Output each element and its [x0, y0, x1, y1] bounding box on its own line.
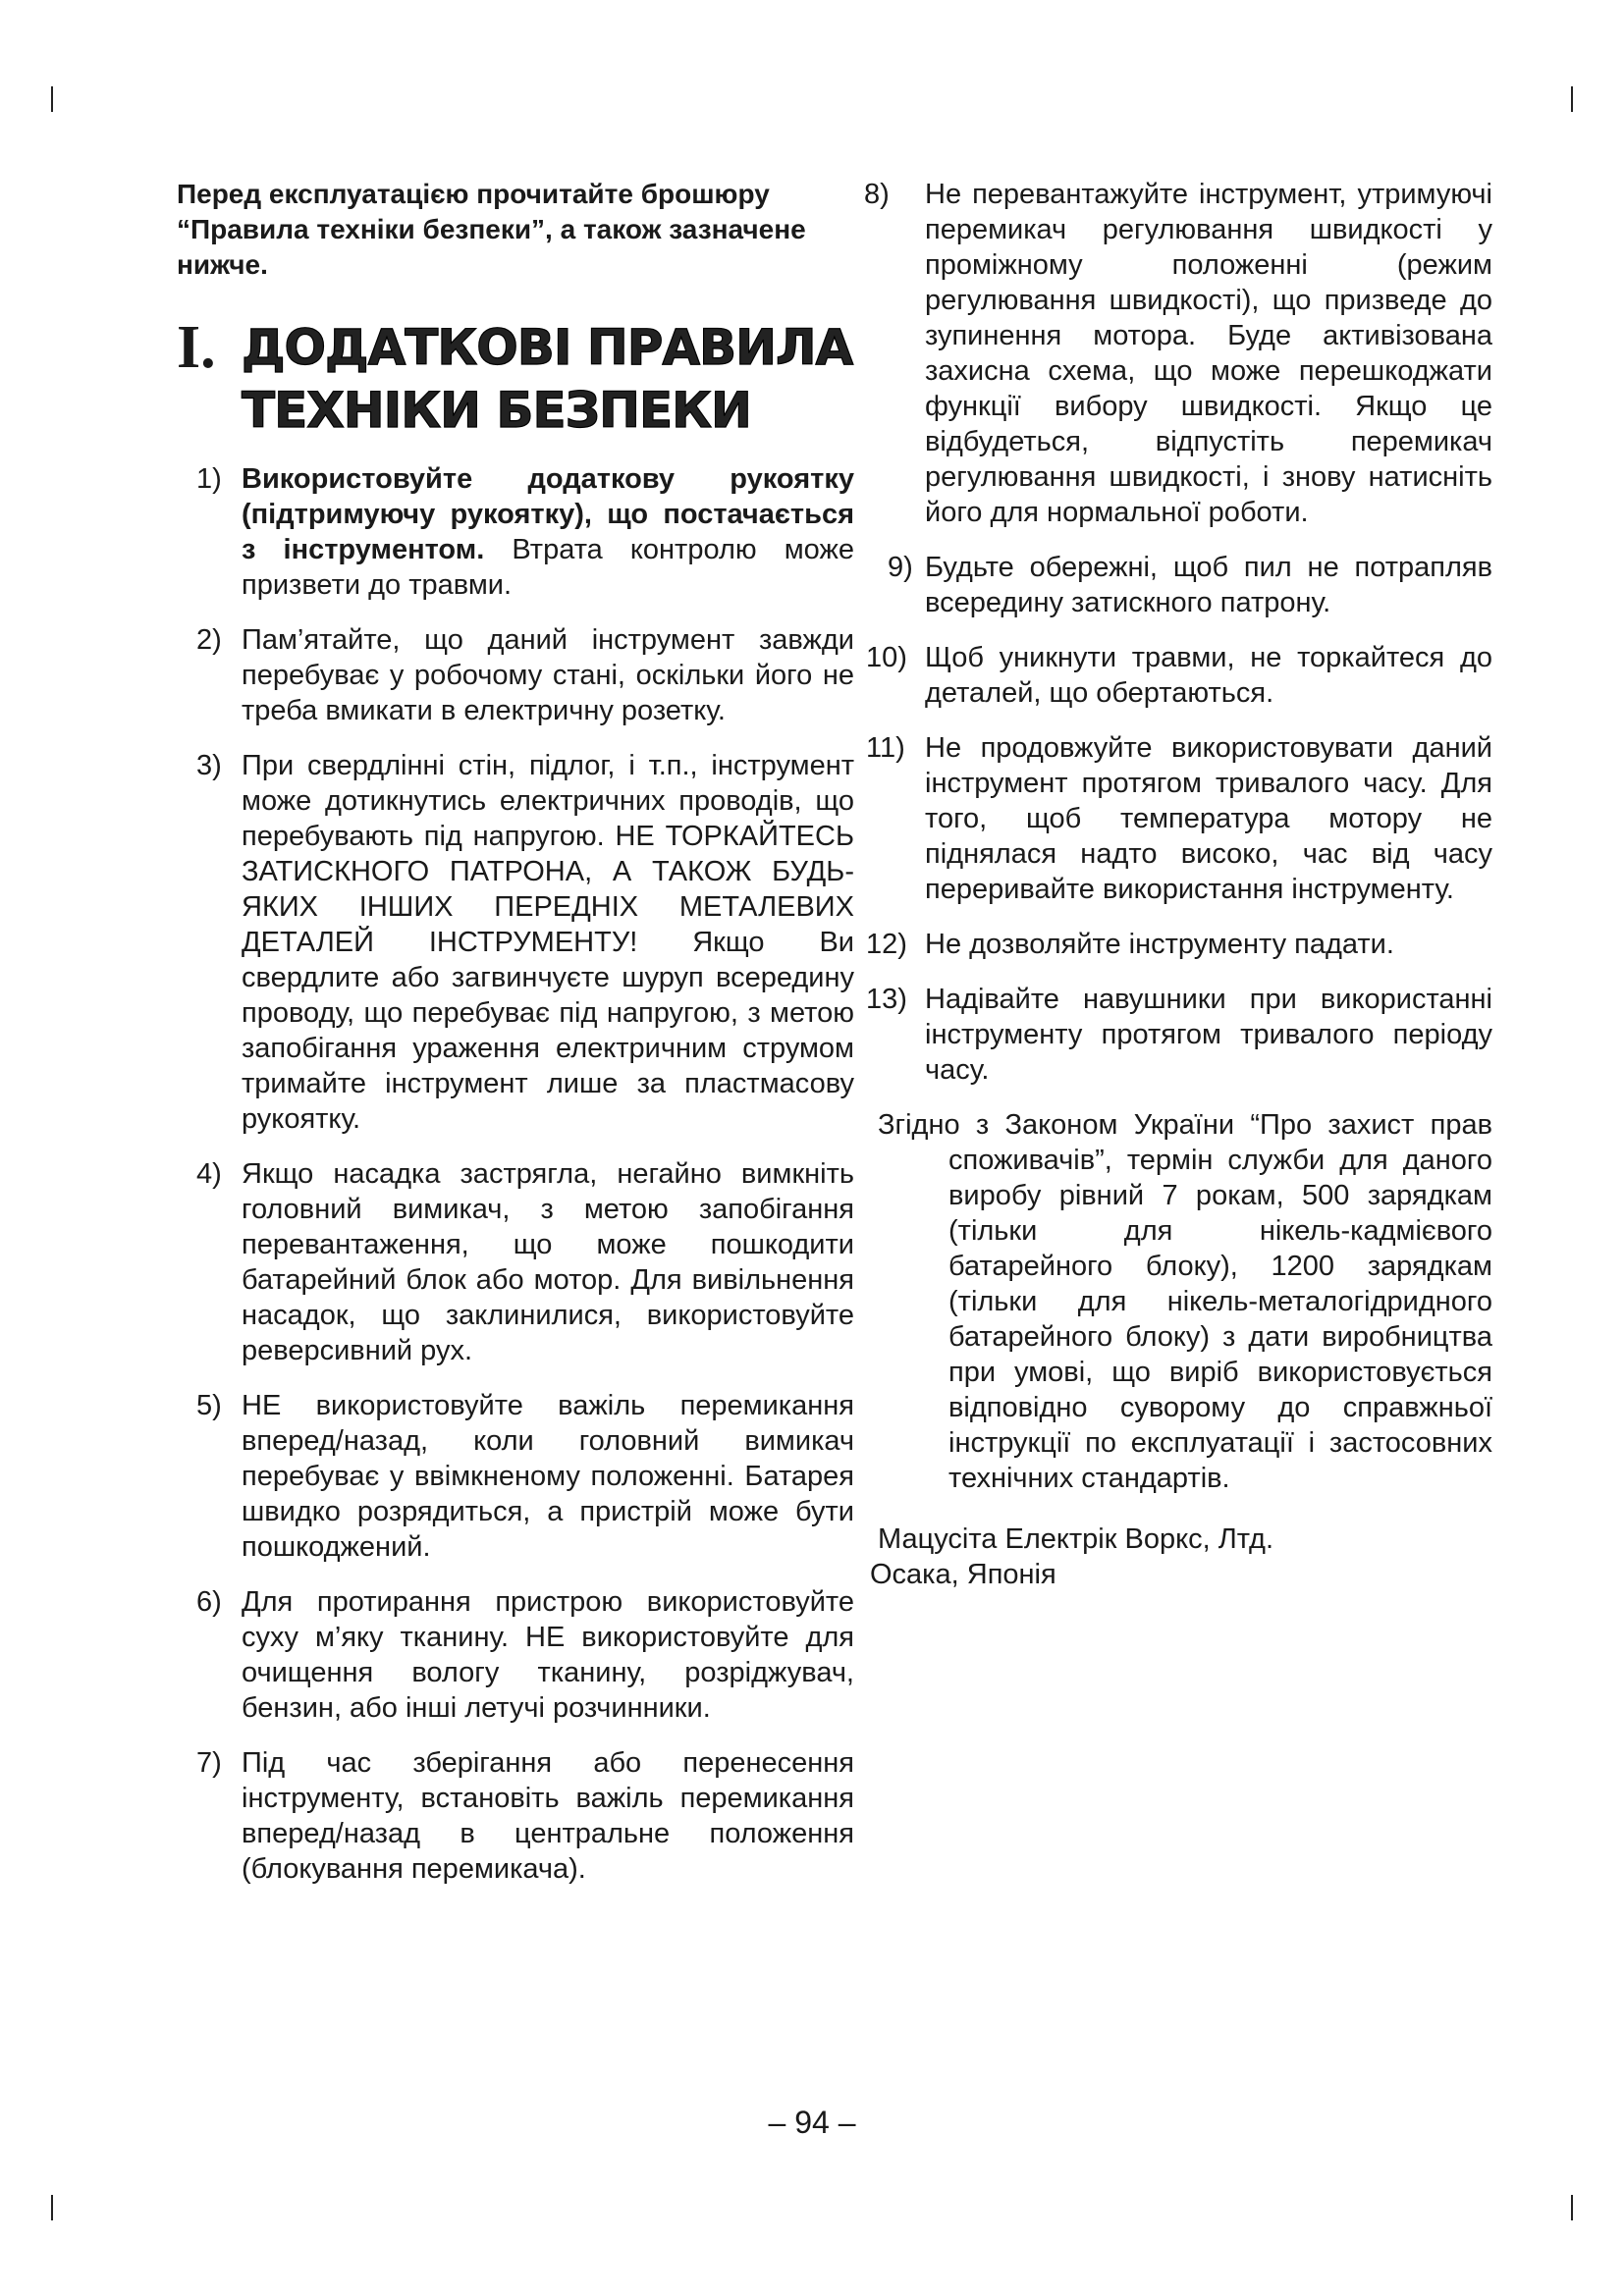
rule-lead-text: Використовуйте додаткову рукоятку (підтримуючу рукоятку), що постачається з інструментом. [242, 463, 854, 565]
crop-mark-top-left [51, 86, 53, 112]
rule-text: Будьте обережні, щоб пил не потрапляв всередину затискного патрону. [925, 552, 1492, 618]
crop-mark-top-right [1571, 86, 1573, 112]
company-block [870, 1522, 1492, 1592]
rule-text: Не дозволяйте інструменту падати. [925, 929, 1394, 960]
rule-number: 2) [196, 624, 222, 656]
rule-number: 5) [196, 1390, 222, 1421]
rule-number: 8) [864, 179, 890, 210]
intro-text: Перед експлуатацією прочитайте брошюру “Правила техніки безпеки”, а також зазначене нижче. [177, 179, 806, 280]
rule-text: Не продовжуйте використовувати даний інструмент протягом тривалого часу. Для того, щоб температура мотору не піднялася надто високо, час від часу переривайте використання інструменту. [925, 732, 1492, 905]
rule-item-7 [177, 1745, 854, 1887]
rule-item-2 [177, 622, 854, 728]
rule-item-5 [177, 1388, 854, 1565]
section-title-line-2: ТЕХНІКИ БЕЗПЕКИ [242, 382, 751, 439]
rule-text: При свердлінні стін, підлог, і т.п., інструмент може дотикнутись електричних проводів, що перебувають під напругою. НЕ ТОРКАЙТЕСЬ ЗАТИСКНОГО ПАТРОНА, А ТАКОЖ БУДЬ-ЯКИХ ІНШИХ ПЕРЕДНІХ МЕТАЛЕВИХ ДЕТАЛЕЙ ІНСТРУМЕНТУ! Якщо Ви свердлите або загвинчуєте шуруп всередину проводу, що перебуває під напругою, з метою запобігання ураження електричним струмом тримайте інструмент лише за пластмасову рукоятку. [242, 750, 854, 1135]
rule-number: 10) [866, 642, 907, 673]
rule-text: Якщо насадка застрягла, негайно вимкніть головний вимикач, з метою запобігання перевантаження, що може пошкодити батарейний блок або мотор. Для вивільнення насадок, що заклинилися, використовуйте реверсивний рух. [242, 1158, 854, 1366]
section-number: I. [177, 314, 216, 381]
rule-item-1 [177, 461, 854, 603]
rule-number: 12) [866, 929, 907, 960]
rule-text: Щоб уникнути травми, не торкайтеся до деталей, що обертаються. [925, 642, 1492, 709]
page-number: – 94 – [768, 2105, 856, 2140]
rule-text: Пам’ятайте, що даний інструмент завжди перебуває у робочому стані, оскільки його не треба вмикати в електричну розетку. [242, 624, 854, 726]
rule-number: 4) [196, 1158, 222, 1190]
section-heading [177, 316, 854, 442]
rule-number: 7) [196, 1747, 222, 1779]
rule-item-13 [854, 982, 1492, 1088]
rule-number: 3) [196, 750, 222, 781]
rule-number: 9) [888, 552, 913, 583]
rule-number: 6) [196, 1586, 222, 1618]
rule-item-10 [854, 640, 1492, 711]
rule-number: 13) [866, 984, 907, 1015]
rule-text: Не перевантажуйте інструмент, утримуючі перемикач регулювання швидкості у проміжному положенні (режим регулювання швидкості), що призведе до зупинення мотора. Буде активізована захисна схема, що може перешкоджати функції вибору швидкості. Якщо це відбудеться, відпустіть перемикач регулювання швидкості, і знову натисніть його для нормальної роботи. [925, 179, 1492, 528]
rule-item-3 [177, 748, 854, 1137]
rule-item-11 [854, 730, 1492, 907]
rule-number: 11) [866, 732, 905, 764]
rule-text: НЕ використовуйте важіль перемикання вперед/назад, коли головний вимикач перебуває у ввімкненому положенні. Батарея швидко розрядиться, а пристрій може бути пошкоджений. [242, 1390, 854, 1563]
rule-item-6 [177, 1584, 854, 1726]
company-city: Осака, Японія [870, 1559, 1056, 1590]
rule-text: Надівайте навушники при використанні інструменту протягом тривалого періоду часу. [925, 984, 1492, 1086]
rule-text: Для протирання пристрою використовуйте суху м’яку тканину. НЕ використовуйте для очищення вологу тканину, розріджувач, бензин, або інші летучі розчинники. [242, 1586, 854, 1724]
rule-text: Втрата контролю може призвети до травми. [242, 534, 855, 601]
left-column [177, 177, 854, 1906]
consumer-law-note: Згідно з Законом України “Про захист прав споживачів”, термін служби для даного виробу рівний 7 рокам, 500 зарядкам (тільки для нікель-кадмієвого батарейного блоку), 1200 зарядкам (тільки для нікель-металогідридного батарейного блоку) з дати виробництва при умові, що виріб використовується відповідно суворому до справжньої інструкції по експлуатації і застосовних технічних стандартів. [878, 1109, 1492, 1494]
section-title-line-1: ДОДАТКОВІ ПРАВИЛА [242, 319, 853, 376]
crop-mark-bottom-right [1571, 2195, 1573, 2220]
rule-item-9 [854, 550, 1492, 620]
rule-text: Під час зберігання або перенесення інструменту, встановіть важіль перемикання вперед/назад в центральне положення (блокування перемикача). [242, 1747, 854, 1885]
rule-item-4 [177, 1156, 854, 1368]
right-column [854, 177, 1492, 1592]
rule-item-12 [854, 927, 1492, 962]
crop-mark-bottom-left [51, 2195, 53, 2220]
company-name: Мацусіта Електрік Воркс, Лтд. [878, 1523, 1274, 1555]
section-title [242, 316, 852, 442]
rule-number: 1) [196, 463, 222, 495]
rule-item-8 [854, 177, 1492, 530]
